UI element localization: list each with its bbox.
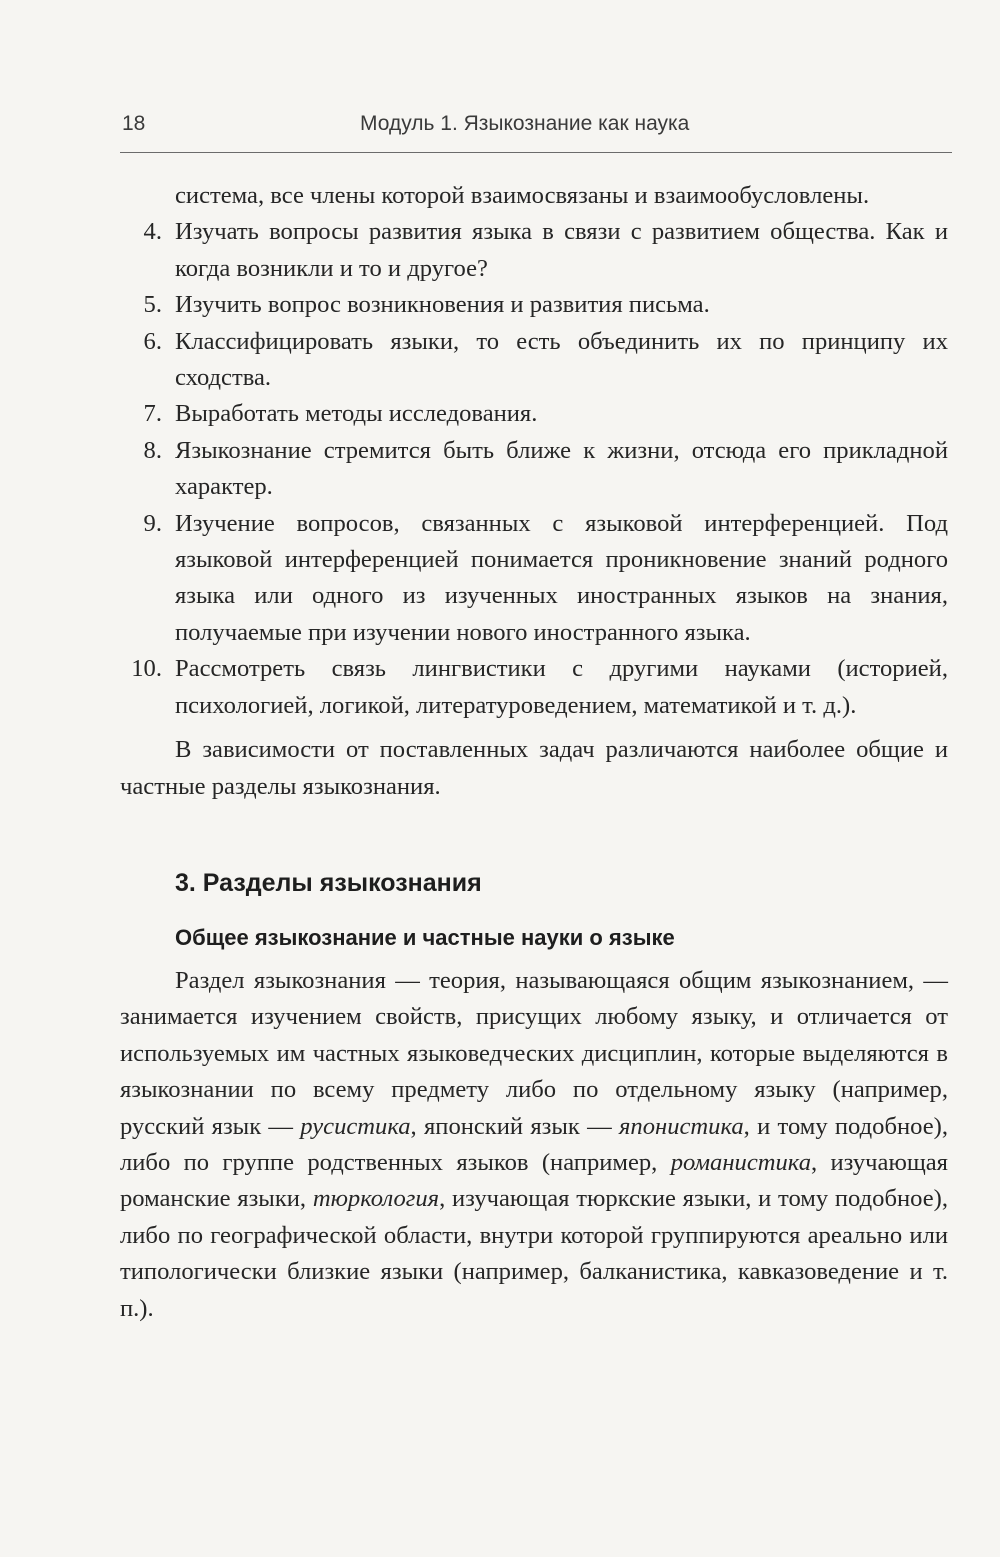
paragraph-text: Раздел языкознания — теория, называющаяся общим языкознанием, — занимается изучением свойств, присущих любому языку, и отличается от используемых им частных языковедческих дисциплин, которые выделяются в языкознании по всему предмету либо по отдельному языку (например, русский язык — (120, 966, 948, 1140)
term-italic: русистика (300, 1112, 411, 1140)
list-item-text: Языкознание стремится быть ближе к жизни, отсюда его прикладной характер. (175, 436, 948, 501)
paragraph-text: , японский язык — (410, 1112, 619, 1140)
list-item (120, 287, 948, 323)
list-item-text: Изучение вопросов, связанных с языковой интерференцией. Под языковой интерференцией понимается проникновение знаний родного языка или одного из изученных иностранных языков на знания, получаемые при изучении нового иностранного языка. (175, 509, 948, 646)
body-paragraph (120, 963, 948, 1327)
list-item-text: Рассмотреть связь лингвистики с другими науками (историей, психологией, логикой, литературоведением, математикой и т. д.). (175, 655, 948, 719)
list-continuation: система, все члены которой взаимосвязаны и взаимообусловлены. (175, 182, 870, 209)
paragraph-text: , и тому подобное), либо по группе родственных языков (например, (120, 1112, 948, 1176)
running-title: Модуль 1. Языкознание как наука (360, 112, 690, 135)
list-item-number: 8. (143, 436, 162, 464)
page-body (120, 178, 948, 1327)
list-item-number: 5. (143, 291, 162, 319)
list-item-text: Изучить вопрос возникновения и развития письма. (175, 291, 710, 319)
term-italic: тюркология (312, 1185, 440, 1213)
section-heading: 3. Разделы языкознания (175, 868, 482, 897)
list-item-number: 10. (131, 655, 162, 683)
list-item-number: 4. (143, 218, 162, 246)
list-item (120, 324, 948, 397)
list-item-text: Выработать методы исследования. (175, 400, 538, 428)
list-item (120, 651, 948, 724)
list-item-text: Изучать вопросы развития языка в связи с развитием общества. Как и когда возникли и то и другое? (175, 218, 948, 282)
section-subheading: Общее языкознание и частные науки о языке (175, 924, 675, 950)
list-item (120, 506, 948, 652)
list-item-number: 6. (143, 327, 162, 355)
list-item (120, 433, 948, 506)
term-italic: японистика (618, 1112, 744, 1140)
task-list (120, 214, 948, 724)
list-item-number: 7. (143, 400, 162, 428)
list-item (120, 396, 948, 432)
page-number: 18 (122, 112, 146, 135)
paragraph-text: , изучающая романские языки, (120, 1148, 948, 1213)
intro-paragraph: В зависимости от поставленных задач различаются наиболее общие и частные разделы языкознания. (120, 736, 948, 800)
header-divider (120, 152, 952, 153)
list-item-number: 9. (143, 509, 162, 537)
term-italic: романистика (670, 1148, 811, 1176)
list-item-text: Классифицировать языки, то есть объединить их по принципу их сходства. (175, 327, 948, 392)
paragraph-text: , изучающая тюркские языки, и тому подобное), либо по географической области, внутри которой группируются ареально или типологически близкие языки (например, балканистика, кавказоведение и т. п.). (120, 1185, 948, 1322)
list-item (120, 214, 948, 287)
